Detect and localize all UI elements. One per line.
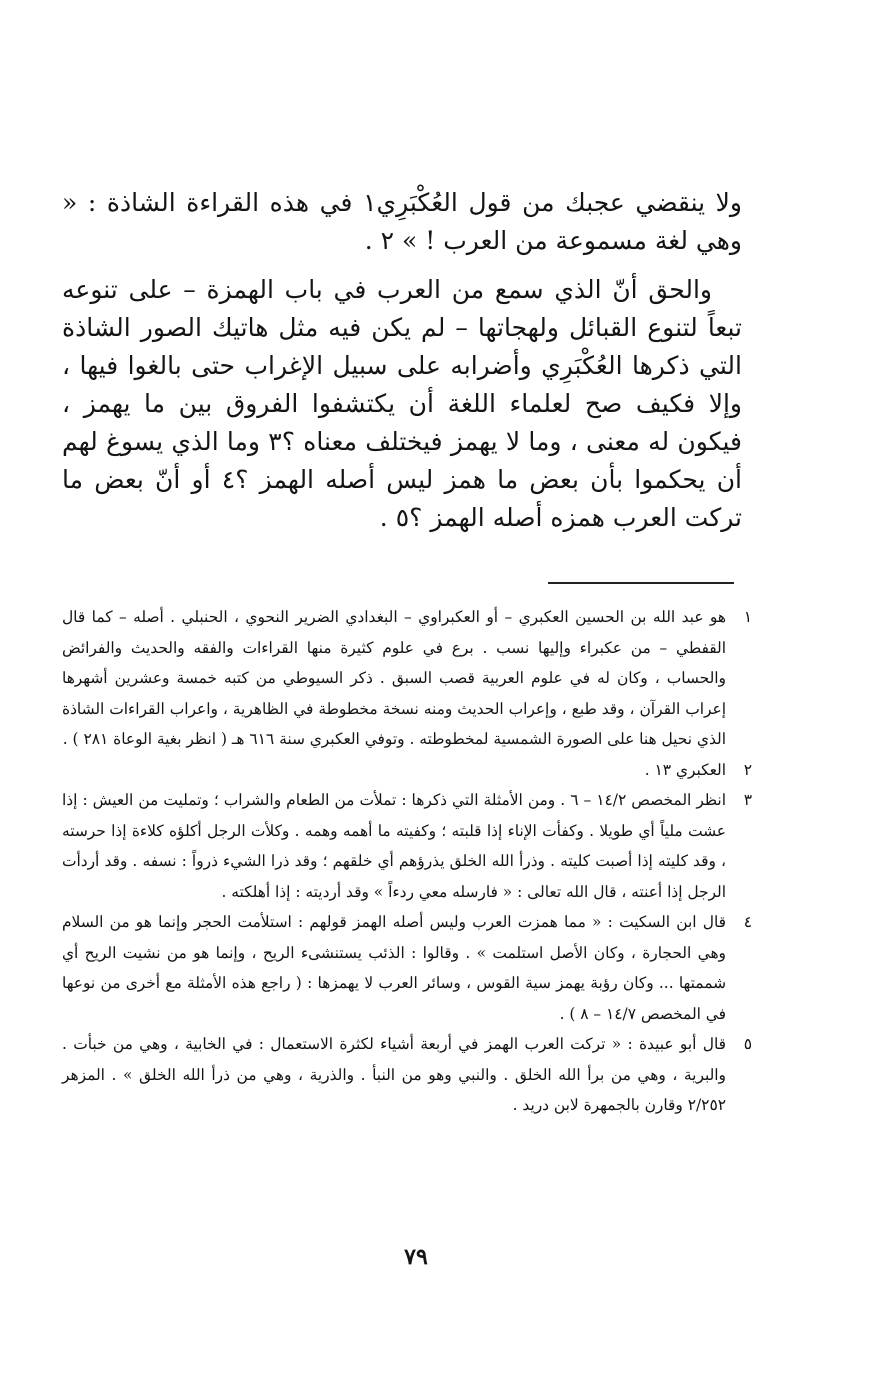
footnote-3 [62,785,752,907]
footnotes-section [62,602,752,1121]
footnote-number: ١ [743,608,752,626]
footnote-5 [62,1029,752,1121]
footnote-4 [62,907,752,1029]
footnote-separator [548,582,734,584]
footnote-2 [62,755,752,786]
main-paragraph-1: ولا ينقضي عجبك من قول العُكْبَرِي١ في هذه القراءة الشاذة : « وهي لغة مسموعة من العرب ! » ٢ . [62,188,743,255]
page-number: ٧٩ [404,1244,428,1270]
footnote-number: ٢ [743,760,752,779]
footnote-1 [62,602,752,755]
footnote-text: انظر المخصص ١٤/٢ – ٦ . ومن الأمثلة التي ذكرها : تملأت من الطعام والشراب ؛ وتمليت من العيش : إذا عشت ملياً أي طويلا . وكفأت الإناء إذا قلبته ؛ وكفيته ما أهمه وهمه . وكلأت الرجل أكلؤه كلاءة إذا حرسته ، وقد كليته إذا أصبت كليته . وذرأ الله الخلق يذرؤهم أي خلقهم ؛ وقد ذرا الشيء ذرواً : نسفه . وقد أردأت الرجل إذا أعنته ، قال الله تعالى : « فارسله معي ردءاً » وقد أرديته : إذا أهلكته . [62,791,726,901]
footnote-text: قال أبو عبيدة : « تركت العرب الهمز في أربعة أشياء لكثرة الاستعمال : في الخابية ، وهي من خبأت . والبرية ، وهي من برأ الله الخلق . والنبي وهو من النبأ . والذرية ، وهي من ذرأ الله الخلق » . المزهر ٢/٢٥٢ وقارن بالجمهرة لابن دريد . [62,1035,726,1114]
footnote-number: ٥ [743,1035,752,1053]
footnote-number: ٣ [743,791,752,809]
main-paragraph-2: والحق أنّ الذي سمع من العرب في باب الهمزة – على تنوعه تبعاً لتنوع القبائل ولهجاتها – لم يكن فيه مثل هاتيك الصور الشاذة التي ذكرها العُكْبَرِي وأضرابه على سبيل الإغراب حتى بالغوا فيها ، وإلا فكيف صح لعلماء اللغة أن يكتشفوا الفروق بين ما يهمز ، فيكون له معنى ، وما لا يهمز فيختلف معناه ؟٣ وما الذي يسوغ لهم أن يحكموا بأن بعض ما همز ليس أصله الهمز ؟٤ أو أنّ بعض ما تركت العرب همزه أصله الهمز ؟٥ . [62,275,742,532]
footnote-number: ٤ [743,913,752,931]
footnote-text: هو عبد الله بن الحسين العكبري – أو العكبراوي – البغدادي الضرير النحوي ، الحنبلي . أصله – كما قال القفطي – من عكبراء وإليها نسب . برع في علوم كثيرة منها القراءات والفقه والحديث والفرائض والحساب ، وكان له في علوم العربية قصب السبق . ذكر السيوطي من كتبه خمسة وعشرين أشهرها إعراب القرآن ، وقد طبع ، وإعراب الحديث ومنه نسخة مخطوطة في الظاهرية ، واعراب القراءات الشاذة الذي نحيل هنا على الصورة الشمسية لمخطوطته . وتوفي العكبري سنة ٦١٦ هـ ( انظر بغية الوعاة ٢٨١ ) . [62,608,726,748]
main-text-body [62,184,742,548]
footnote-text: العكبري ١٣ . [644,760,726,779]
footnote-text: قال ابن السكيت : « مما همزت العرب وليس أصله الهمز قولهم : استلأمت الحجر وإنما هو من السلام وهي الحجارة ، وكان الأصل استلمت » . وقالوا : الذئب يستنشىء الريح ، وإنما هو من نشيت الريح أي شممتها ... وكان رؤبة يهمز سية القوس ، وسائر العرب لا يهمزها : ( راجع هذه الأمثلة مع أخرى من نوعها في المخصص ١٤/٧ – ٨ ) . [62,913,726,1023]
